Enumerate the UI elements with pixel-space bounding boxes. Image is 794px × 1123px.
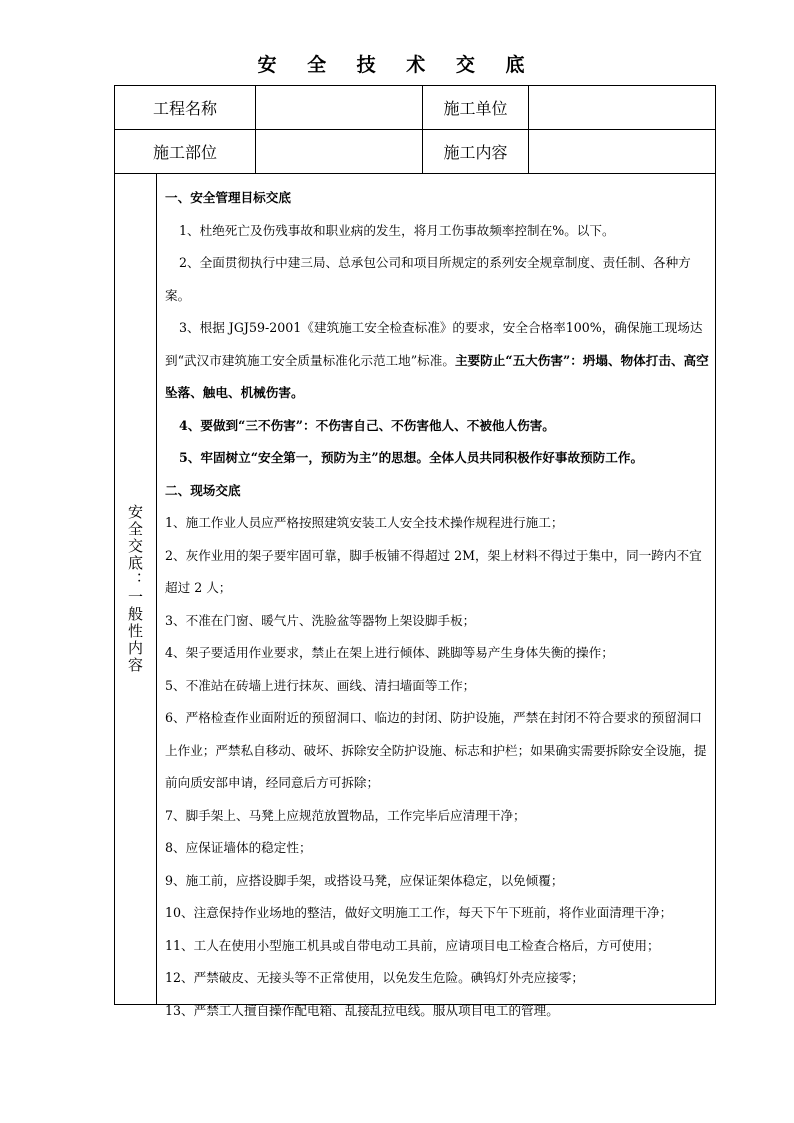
construction-unit-label: 施工单位 [423, 86, 529, 129]
section2-item-5: 5、不准站在砖墙上进行抹灰、画线、清扫墙面等工作； [165, 677, 476, 693]
section1-item-2: 2、全面贯彻执行中建三局、总承包公司和项目所规定的系列安全规章制度、责任制、各种方案。 [165, 255, 691, 303]
section2-item-11: 11、工人在使用小型施工机具或自带电动工具前，应请项目电工检查合格后，方可使用； [165, 937, 660, 953]
project-name-label: 工程名称 [115, 86, 256, 129]
section2-item-4: 4、架子要适用作业要求，禁止在架上进行倾体、跳脚等易产生身体失衡的操作； [165, 645, 614, 660]
section2-item-8: 8、应保证墙体的稳定性； [165, 840, 312, 855]
section2-item-6: 6、严格检查作业面附近的预留洞口、临边的封闭、防护设施，严禁在封闭不符合要求的预留洞口上作业；严禁私自移动、破坏、拆除安全防护设施、标志和护栏；如果确实需要拆除安全设施，提前向质安部申请，经同意后方可拆除； [165, 710, 707, 790]
document-title: 安 全 技 术 交 底 [257, 54, 537, 76]
section2-heading: 二、现场交底 [165, 482, 241, 498]
section1-heading: 一、安全管理目标交底 [165, 190, 291, 205]
side-category-text: 安全交底：一般性内容 [126, 504, 144, 674]
section2-item-12: 12、严禁破皮、无接头等不正常使用，以免发生危险。碘钨灯外壳应接零； [165, 970, 585, 985]
construction-unit-value [529, 86, 715, 129]
construction-part-label: 施工部位 [115, 130, 256, 173]
section2-item-10: 10、注意保持作业场地的整洁，做好文明施工工作，每天下午下班前，将作业面清理干净； [165, 905, 673, 920]
section2-item-9: 9、施工前，应搭设脚手架，或搭设马凳，应保证架体稳定，以免倾覆； [165, 872, 564, 888]
section2-item-13: 13、严禁工人擅自操作配电箱、乱接乱拉电线。服从项目电工的管理。 [165, 1002, 559, 1018]
section2-item-2: 2、灰作业用的架子要牢固可靠，脚手板铺不得超过 2M，架上材料不得过于集中，同一跨内不宜超过 2 人； [165, 547, 702, 595]
construction-content-value [529, 130, 715, 173]
section1-item-3-text: 3、根据 JGJ59-2001《建筑施工安全检查标准》的要求，安全合格率100%，确保施工现场达到“武汉市建筑施工安全质量标准化示范工地”标准。 [165, 320, 703, 368]
section1-item-1: 1、杜绝死亡及伤残事故和职业病的发生，将月工伤事故频率控制在%。以下。 [179, 222, 615, 238]
construction-part-value [256, 130, 423, 173]
section1-item-3 [165, 312, 709, 410]
header-row-2 [115, 130, 715, 174]
section1-item-5: 5、牢固树立“安全第一，预防为主”的思想。全体人员共同积极作好事故预防工作。 [179, 450, 644, 465]
safety-disclosure-table [114, 85, 716, 1018]
header-row-1 [115, 86, 715, 130]
construction-content-label: 施工内容 [423, 130, 529, 173]
section1-item-3-emphasis: 主要防止“五大伤害”：坍塌、物体打击、高空坠落、触电、机械伤害。 [165, 352, 709, 400]
section1-item-4: 4、要做到“三不伤害”：不伤害自己、不伤害他人、不被他人伤害。 [179, 417, 555, 433]
section2-item-7: 7、脚手架上、马凳上应规范放置物品，工作完毕后应清理干净； [165, 807, 526, 823]
project-name-value [256, 86, 423, 129]
section2-item-3: 3、不准在门窗、暖气片、洗脸盆等器物上架设脚手板； [165, 612, 476, 628]
section2-item-1: 1、施工作业人员应严格按照建筑安装工人安全技术操作规程进行施工； [165, 515, 564, 530]
side-category-label [115, 174, 157, 1004]
disclosure-content [157, 174, 715, 1018]
